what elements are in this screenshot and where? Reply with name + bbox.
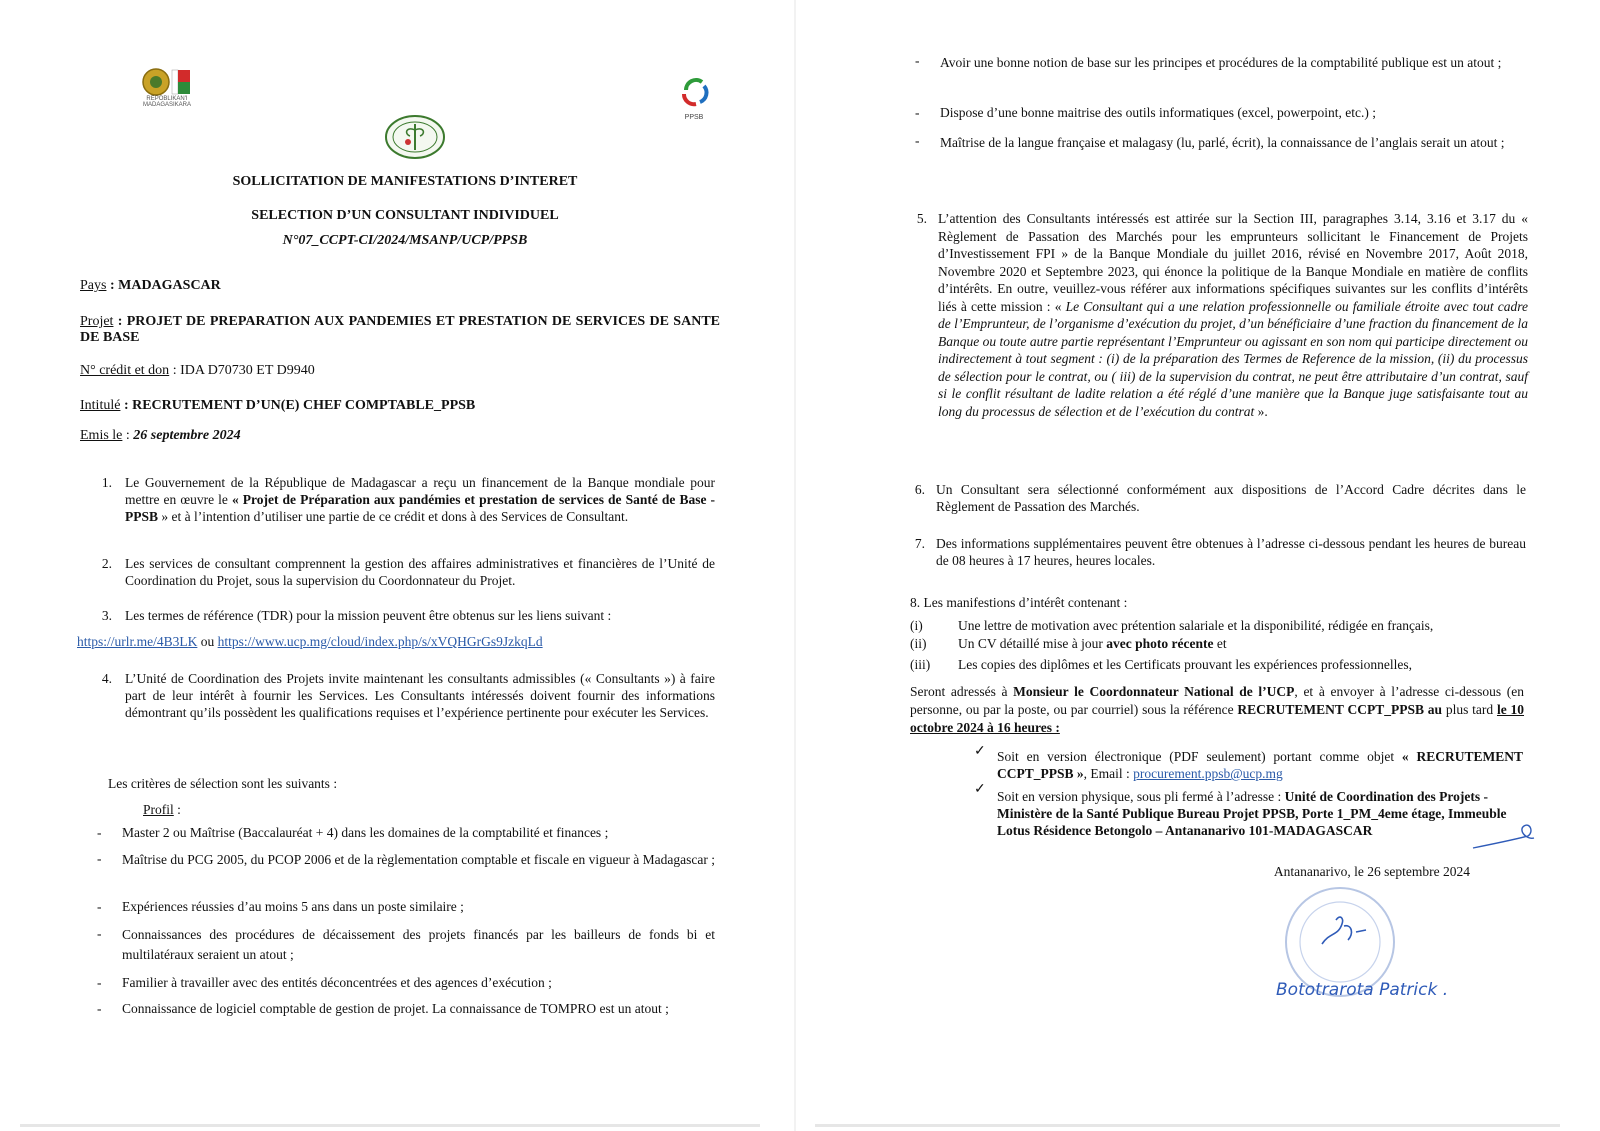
para-5: L’attention des Consultants intéressés est attirée sur la Section III, paragraphes 3.14, 3.16 et 3.17 du « Règlement de Passation des Marchés pour les emprunteurs sollicitant le Financement de Projets d’Investissement FPI » de la Banque Mondiale du juillet 2016, révisé en Novembre 2017, Août 2018, Novembre 2020 et Septembre 2023, qui énonce la politique de la Banque Mondiale en matière de conflits d’intérêts. En outre, veuillez-vous référer aux informations spécifiques suivantes sur les conflits d’intérêts liés à cette mission : « Le Consultant qui a une relation professionnelle ou familiale étroite avec tout cadre de l’Emprunteur, de l’organisme d’exécution du projet, d’un bénéficiaire d’une fraction du financement de la Banque ou toute autre partie représentant l’Emprunteur ou agissant en son nom qui participe directement ou indirectement à tout segment : (i) de la préparation des Termes de Reference de la mission, (ii) du processus de sélection pour le contrat, ou ( iii) de la supervision du contrat, ne peut être attributaire d’un contrat, sauf si le conflit résultant de ladite relation a été réglé d’une manière que la Banque juge satisfaisante tout au long du processus de sélection et de l’exécution du contrat ». (938, 211, 1528, 419)
bullet: - (97, 851, 102, 866)
para-8: 8. Les manifestions d’intérêt contenant : (910, 595, 1128, 610)
para-4: L’Unité de Coordination des Projets invite maintenant les consultants admissibles (« Consultants ») à faire part de leur intérêt à fournir les Services. Les Consultants intéressés doivent fournir des informations démontrant qu’ils possèdent les qualifications requises et l’expérience pertinente pour exécuter les Services. (125, 671, 715, 720)
signature-name: Bototrarota Patrick . (1276, 980, 1449, 1000)
criteria-item-right: Dispose d’une bonne maitrise des outils informatiques (excel, powerpoint, etc.) ; (940, 105, 1377, 120)
meta-intitule: Intitulé : RECRUTEMENT D’UN(E) CHEF COMPTABLE_PPSB (80, 398, 476, 413)
document-subtitle: SELECTION D’UN CONSULTANT INDIVIDUEL (251, 208, 559, 223)
para-7: Des informations supplémentaires peuvent être obtenues à l’adresse ci-dessous pendant les heures de bureau de 08 heures à 17 heures, heures locales. (936, 536, 1526, 568)
page-edge (815, 1124, 1560, 1127)
bullet: - (97, 926, 102, 941)
page-edge (20, 1124, 760, 1127)
bullet: - (97, 899, 102, 914)
ministry-health-logo (384, 114, 446, 160)
document-reference: N°07_CCPT-CI/2024/MSANP/UCP/PPSB (282, 233, 528, 248)
para-6-number: 6. (914, 482, 925, 497)
para-6: Un Consultant sera sélectionné conformément aux dispositions de l’Accord Cadre décrites dans le Règlement de Passation des Marchés. (936, 482, 1526, 514)
initials-flourish (1468, 818, 1538, 854)
madagascar-emblem-logo (122, 62, 212, 112)
bullet: - (915, 105, 920, 120)
criteria-item: Maîtrise du PCG 2005, du PCOP 2006 et de la règlementation comptable et fiscale en vigueur à Madagascar ; (122, 852, 715, 867)
meta-projet: Projet : PROJET DE PREPARATION AUX PANDEMIES ET PRESTATION DE SERVICES DE SANTE DE BASE (80, 314, 720, 345)
criteria-item: Connaissance de logiciel comptable de gestion de projet. La connaissance de TOMPRO est un atout ; (122, 1001, 669, 1016)
check-icon: ✓ (974, 782, 986, 797)
list-item: Les copies des diplômes et les Certificats prouvant les expériences professionnelles, (958, 657, 1412, 672)
para-1: Le Gouvernement de la République de Madagascar a reçu un financement de la Banque mondiale pour mettre en œuvre le « Projet de Préparation aux pandémies et prestation de services de Santé de Base - PPSB » et à l’intention d’utiliser une partie de ce crédit et dons à des Services de Consultant. (125, 475, 715, 524)
bullet: - (97, 825, 102, 840)
bullet: - (97, 975, 102, 990)
list-label: (iii) (910, 657, 931, 672)
meta-pays: Pays : MADAGASCAR (80, 278, 221, 293)
criteria-item: Familier à travailler avec des entités déconcentrées et des agences d’exécution ; (122, 975, 552, 990)
emblem-caption: REPOBLIKAN'I MADAGASIKARA (142, 96, 191, 108)
meta-credit: N° crédit et don : IDA D70730 ET D9940 (80, 363, 315, 378)
bullet: - (97, 1001, 102, 1016)
list-label: (i) (910, 618, 923, 633)
bullet: - (915, 133, 920, 148)
tdr-link-cloud[interactable]: https://www.ucp.mg/cloud/index.php/s/xVQHGrGs9JzkqLd (217, 634, 543, 649)
page-fold (794, 0, 796, 1131)
criteria-item: Connaissances des procédures de décaissement des projets financés par les bailleurs de fonds bi et multilatéraux seraient un atout ; (122, 927, 715, 962)
criteria-item-right: Avoir une bonne notion de base sur les principes et procédures de la comptabilité publique est un atout ; (940, 55, 1502, 70)
bullet: - (915, 53, 920, 68)
list-label: (ii) (910, 636, 927, 651)
submission-electronic: Soit en version électronique (PDF seulement) portant comme objet « RECRUTEMENT CCPT_PPSB », Email : procurement.ppsb@ucp.mg (997, 749, 1523, 781)
submission-physical: Soit en version physique, sous pli fermé à l’adresse : Unité de Coordination des Projets - Ministère de la Santé Publique Bureau Projet PPSB, Porte 1_PM_4eme étage, Immeuble Lotus Résidence Betongolo – Antananarivo 101-MADAGASCAR (997, 789, 1507, 838)
criteria-item-right: Maîtrise de la langue française et malagasy (lu, parlé, écrit), la connaissance de l’anglais serait un atout ; (940, 135, 1505, 150)
para-4-number: 4. (101, 671, 112, 686)
place-date: Antananarivo, le 26 septembre 2024 (1273, 864, 1470, 879)
ppsb-logo (662, 72, 726, 128)
left-page (0, 0, 790, 1131)
document-title: SOLLICITATION DE MANIFESTATIONS D’INTERET (232, 174, 578, 189)
tdr-links: https://urlr.me/4B3LK ou https://www.ucp.mg/cloud/index.php/s/xVQHGrGs9JzkqLd (77, 634, 543, 649)
para-2: Les services de consultant comprennent la gestion des affaires administratives et financières de l’Unité de Coordination du Projet, sous la supervision du Coordonnateur du Projet. (125, 556, 715, 588)
criteria-intro: Les critères de sélection sont les suivants : (108, 776, 338, 791)
tdr-link-short[interactable]: https://urlr.me/4B3LK (77, 634, 198, 649)
list-item: Une lettre de motivation avec prétention salariale et la disponibilité, rédigée en français, (958, 618, 1434, 633)
email-link[interactable]: procurement.ppsb@ucp.mg (1133, 766, 1283, 781)
list-item: Un CV détaillé mise à jour avec photo récente et (958, 636, 1227, 651)
meta-emis: Emis le : 26 septembre 2024 (80, 428, 241, 443)
para-7-number: 7. (914, 536, 925, 551)
para-5-number: 5. (916, 211, 927, 226)
para-1-number: 1. (101, 475, 112, 490)
criteria-item: Expériences réussies d’au moins 5 ans dans un poste similaire ; (122, 899, 464, 914)
check-icon: ✓ (974, 744, 986, 759)
ppsb-caption: PPSB (684, 114, 704, 121)
para-2-number: 2. (101, 556, 112, 571)
submission-address: Seront adressés à Monsieur le Coordonnateur National de l’UCP, et à envoyer à l’adresse ci-dessous (en personne, ou par la poste, ou par courriel) sous la référence RECRUTEMENT CCPT_PPSB au plus tard le 10 octobre 2024 à 16 heures : (910, 684, 1525, 735)
para-3: Les termes de référence (TDR) pour la mission peuvent être obtenus sur les liens suivant : (125, 608, 612, 623)
right-page (800, 0, 1600, 1131)
para-3-number: 3. (101, 608, 112, 623)
criteria-item: Master 2 ou Maîtrise (Baccalauréat + 4) dans les domaines de la comptabilité et finances ; (122, 825, 609, 840)
profil-heading: Profil : (143, 802, 181, 817)
